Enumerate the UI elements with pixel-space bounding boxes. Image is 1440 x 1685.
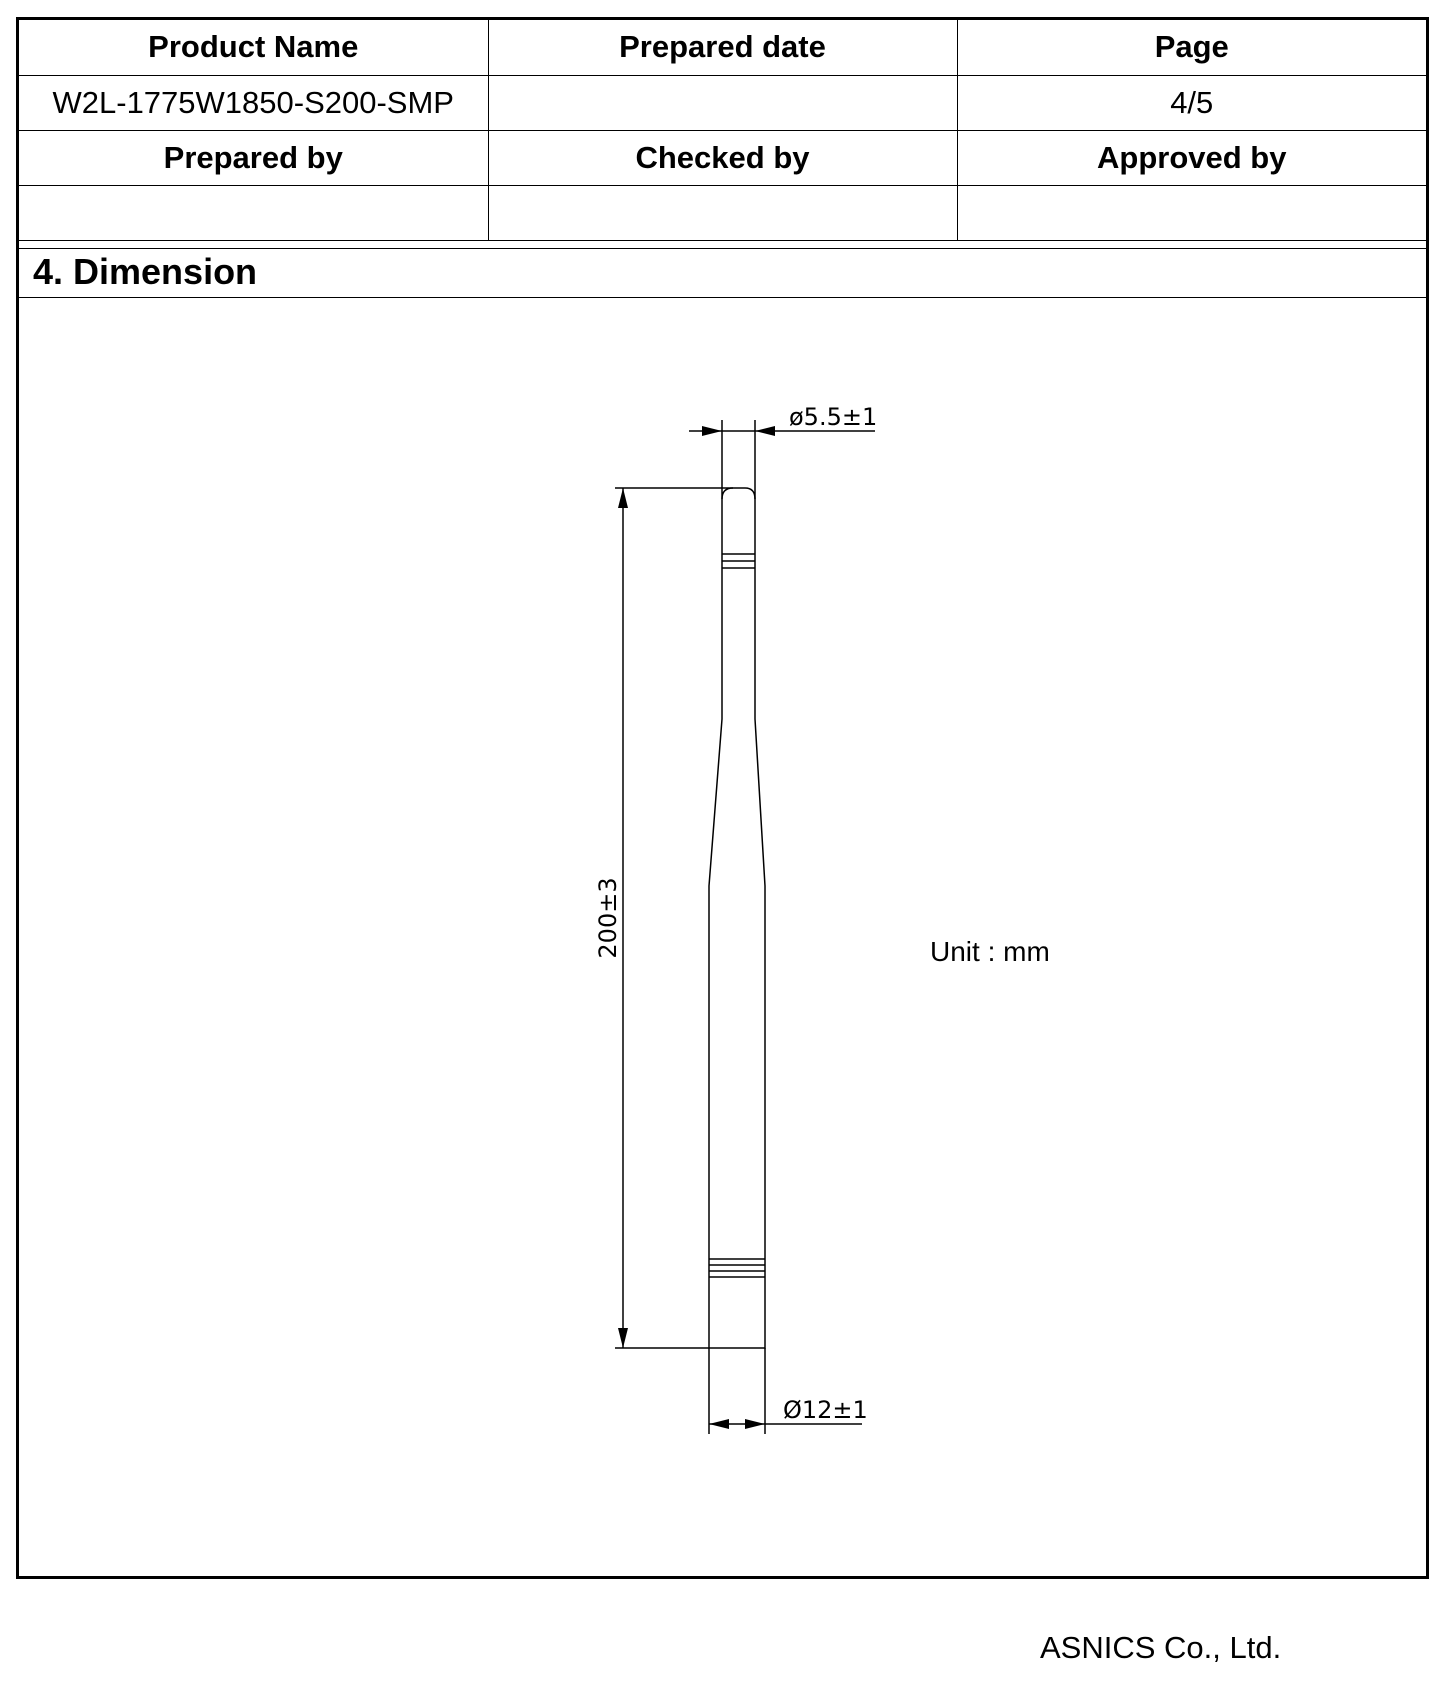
base-arrow-right: [745, 1419, 765, 1429]
page-value: 4/5: [957, 75, 1426, 130]
prepared-by-value: [19, 185, 488, 240]
approved-by-value: [957, 185, 1426, 240]
product-name-value: W2L-1775W1850-S200-SMP: [19, 75, 488, 130]
base-diameter-label: Ø12±1: [783, 1396, 868, 1424]
tip-diameter-label: ø5.5±1: [789, 403, 878, 431]
unit-label: Unit : mm: [930, 936, 1050, 967]
prepared-date-value: [488, 75, 957, 130]
header-row-values-2: [19, 185, 1426, 240]
tip-arrow-right: [755, 426, 775, 436]
tip-arrow-left: [702, 426, 722, 436]
prepared-by-label: Prepared by: [19, 130, 488, 185]
company-name: ASNICS Co., Ltd.: [1040, 1630, 1282, 1665]
section-title: 4. Dimension: [19, 248, 1426, 298]
header-table: [19, 20, 1426, 241]
length-label: 200±3: [594, 877, 622, 959]
approved-by-label: Approved by: [957, 130, 1426, 185]
length-arrow-top: [618, 488, 628, 508]
base-arrow-left: [709, 1419, 729, 1429]
length-arrow-bottom: [618, 1328, 628, 1348]
checked-by-value: [488, 185, 957, 240]
antenna-outline: [709, 488, 765, 1348]
page-label: Page: [957, 20, 1426, 75]
header-row-values-1: [19, 75, 1426, 130]
product-name-label: Product Name: [19, 20, 488, 75]
prepared-date-label: Prepared date: [488, 20, 957, 75]
checked-by-label: Checked by: [488, 130, 957, 185]
spec-sheet: [16, 17, 1429, 1579]
header-row-labels-2: [19, 130, 1426, 185]
header-row-labels-1: [19, 20, 1426, 75]
